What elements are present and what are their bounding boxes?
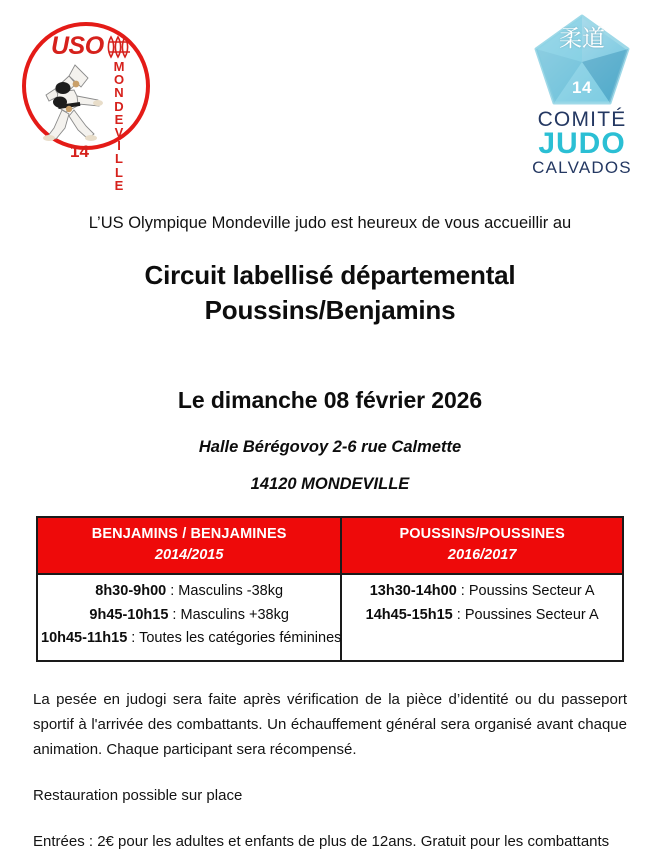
judoka-illustration-icon — [36, 62, 114, 144]
slot-time: 13h30-14h00 — [369, 583, 457, 600]
slot-separator: : — [456, 583, 469, 600]
uso-vertical-letter: L — [115, 151, 123, 167]
slot-time: 8h30-9h00 — [95, 583, 167, 600]
slot-time: 10h45-11h15 — [41, 629, 128, 646]
comite-judo-calvados-wordmark — [520, 109, 644, 177]
uso-department-number: 14 — [70, 142, 89, 161]
table-header-benjamins — [37, 517, 341, 574]
event-venue: Halle Bérégovoy 2-6 rue Calmette — [198, 438, 462, 457]
schedule-slot — [41, 580, 337, 603]
slot-label: Masculins +38kg — [180, 606, 289, 623]
note-entry-fee: Entrées : 2€ pour les adultes et enfants de plus de 12ans. Gratuit pour les combattants — [33, 833, 610, 851]
category-years: 2014/2015 — [154, 546, 224, 563]
event-date: Le dimanche 08 février 2026 — [177, 387, 483, 414]
intro-line: L’US Olympique Mondeville judo est heureux de vous accueillir au — [88, 214, 572, 232]
page-title-line2: Poussins/Benjamins — [204, 294, 456, 325]
uso-vertical-letter: V — [114, 125, 124, 141]
notes-section — [33, 687, 627, 854]
header-logos — [0, 0, 660, 193]
uso-vertical-letter: E — [114, 111, 124, 127]
page-title-line1: Circuit labellisé départemental — [144, 260, 516, 290]
schedule-cell-poussins — [341, 574, 623, 661]
judo-pentagon-badge-icon — [534, 14, 630, 106]
slot-separator: : — [166, 583, 179, 600]
judo-kanji: 柔道 — [559, 26, 605, 52]
schedule-slot — [41, 604, 337, 627]
uso-vertical-letter: L — [115, 164, 123, 180]
schedule-slot — [345, 604, 619, 627]
schedule-table — [36, 516, 624, 662]
note-weigh-in: La pesée en judogi sera faite après vérification de la pièce d’identité ou du passeport sportif à l'arrivée des combattants. Un échauffement général sera organisé avant chaque animation. Chaque participant sera récompensé. — [33, 691, 627, 759]
judo-badge-number: 14 — [572, 78, 592, 97]
uso-vertical-wordmark — [110, 60, 128, 192]
uso-vertical-letter: D — [114, 98, 124, 114]
comite-judo-calvados-logo — [520, 14, 644, 178]
category-years: 2016/2017 — [447, 546, 517, 563]
slot-time: 14h45-15h15 — [365, 606, 453, 623]
uso-vertical-letter: O — [113, 72, 125, 88]
wordmark-comite: COMITÉ — [537, 108, 627, 131]
slot-time: 9h45-10h15 — [89, 606, 169, 623]
uso-vertical-letter: M — [113, 59, 125, 74]
uso-vertical-letter: I — [117, 138, 121, 154]
table-header-row — [37, 517, 623, 574]
slot-label: Masculins -38kg — [178, 583, 284, 600]
schedule-slot — [41, 627, 342, 650]
table-row — [37, 574, 623, 661]
wordmark-calvados: CALVADOS — [532, 158, 632, 178]
uso-mondeville-judo-logo — [14, 14, 166, 193]
uso-acronym: USO — [51, 32, 104, 60]
note-catering: Restauration possible sur place — [33, 787, 243, 805]
schedule-slot — [345, 580, 619, 603]
slot-separator: : — [452, 606, 465, 623]
slot-separator: : — [127, 629, 140, 646]
uso-emblem-icon — [107, 34, 133, 60]
schedule-cell-benjamins — [37, 574, 341, 661]
slot-label: Poussins Secteur A — [468, 583, 595, 600]
slot-separator: : — [168, 606, 181, 623]
category-name: BENJAMINS / BENJAMINES — [91, 526, 287, 543]
page-title — [0, 258, 660, 327]
uso-vertical-letter: E — [114, 177, 124, 193]
table-header-poussins — [341, 517, 623, 574]
event-city: 14120 MONDEVILLE — [250, 475, 410, 494]
schedule-table-wrapper — [36, 516, 624, 662]
slot-label: Toutes les catégories féminines — [139, 629, 342, 646]
uso-vertical-letter: N — [114, 85, 124, 101]
slot-label: Poussines Secteur A — [464, 606, 599, 623]
wordmark-judo: JUDO — [538, 127, 626, 161]
category-name: POUSSINS/POUSSINES — [399, 526, 565, 543]
